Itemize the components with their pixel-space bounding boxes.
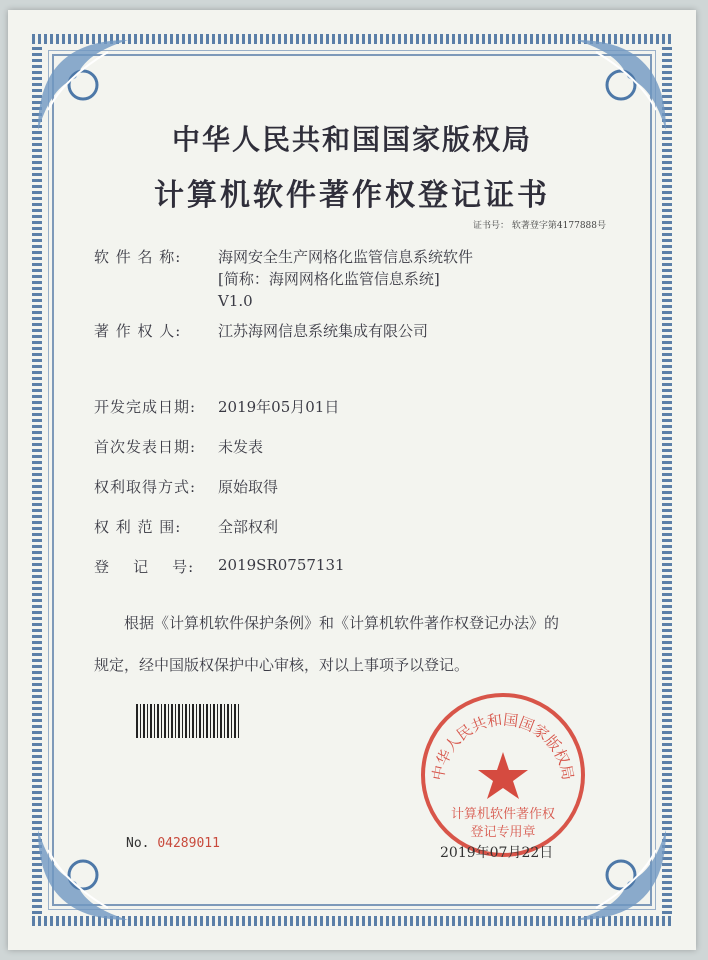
publish-label: 首次发表日期: [94,438,197,456]
scope-row [94,516,278,537]
registration-row [94,556,345,577]
software-name-value [218,246,473,312]
acquire-row [94,476,278,497]
software-name-line: [简称：海网网格化监管信息系统] [218,270,440,288]
scope-label: 权 利 范 围: [94,518,182,536]
dev-date-row [94,396,339,417]
owner-label: 著 作 权 人: [94,322,182,340]
software-name-line: V1.0 [218,292,253,310]
certificate-title: 计算机软件著作权登记证书 [154,178,550,213]
owner-value: 江苏海网信息系统集成有限公司 [218,322,429,340]
seal-ring-text: 中华人民共和国国家版权局 [428,710,578,782]
publish-row [94,436,263,457]
owner-row [94,320,428,341]
statement-line-1: 根据《计算机软件保护条例》和《计算机软件著作权登记办法》的 [124,614,560,632]
software-name-label: 软 件 名 称: [94,248,182,266]
issue-date: 2019年07月22日 [440,845,554,861]
dev-date-label: 开发完成日期: [94,398,197,416]
certificate-number: 证书号： 软著登字第4177888号 [473,221,606,231]
statement-line-2: 规定，经中国版权保护中心审核，对以上事项予以登记。 [94,656,470,674]
serial-value: 04289011 [157,836,220,851]
certificate-page [8,10,696,950]
dev-date-value: 2019年05月01日 [218,398,340,416]
acquire-label: 权利取得方式: [94,478,197,496]
corner-ornament-icon [28,820,138,930]
software-name-line: 海网安全生产网格化监管信息系统软件 [218,248,474,266]
seal-line-1: 计算机软件著作权 [450,807,556,822]
registration-value: 2019SR0757131 [218,556,345,574]
serial-number [126,836,220,851]
publish-value: 未发表 [218,438,264,456]
acquire-value: 原始取得 [218,478,279,496]
official-seal-icon [418,690,588,860]
authority-title: 中华人民共和国国家版权局 [171,123,532,156]
seal-line-2: 登记专用章 [470,825,536,840]
registration-label: 登 记 号: [94,558,195,576]
software-name-row [94,246,473,312]
barcode-icon [136,704,240,738]
serial-label: No. [126,836,150,851]
scope-value: 全部权利 [218,518,279,536]
